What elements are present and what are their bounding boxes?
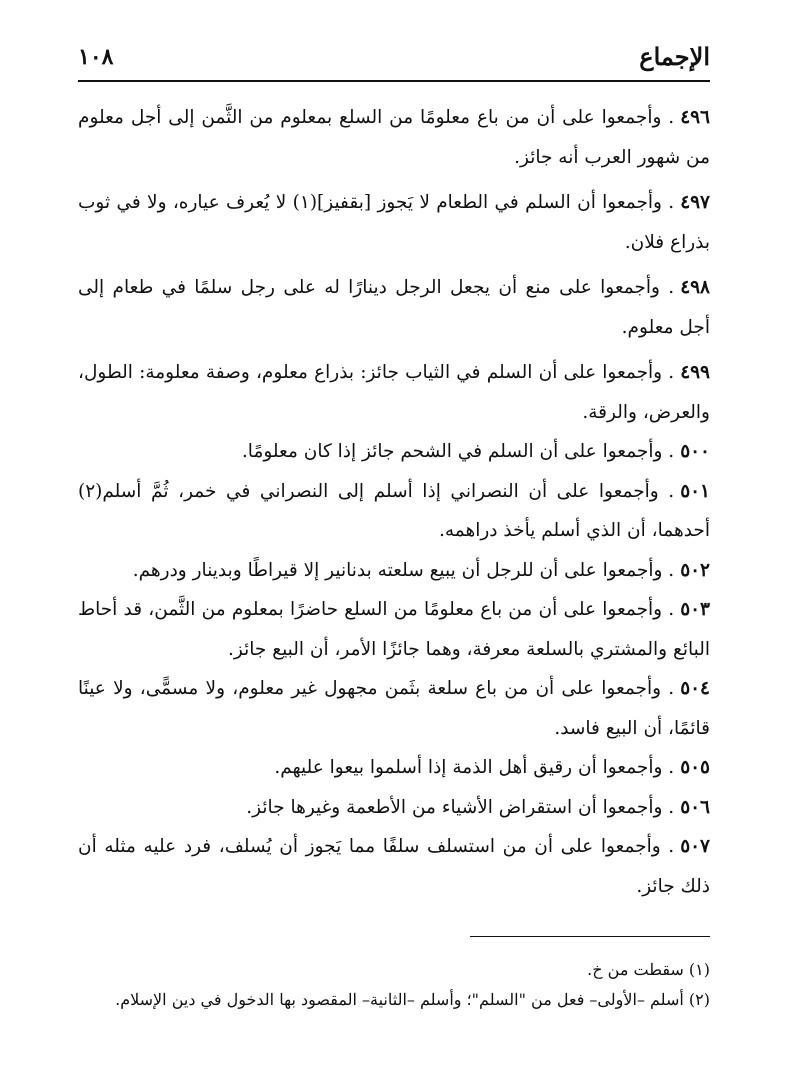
- paragraph-number: ٥٠٦: [680, 796, 710, 818]
- paragraph-506: [78, 788, 710, 828]
- paragraph-503: [78, 590, 710, 669]
- paragraph-500: [78, 432, 710, 472]
- footnote-1: (١) سقطت من خ.: [587, 960, 710, 979]
- paragraph-number: ٥٠١: [680, 480, 710, 502]
- paragraph-text: . وأجمعوا على أن النصراني إذا أسلم إلى النصراني في خمر، ثُمَّ أسلم(٢) أحدهما، أن الذي أسلم يأخذ دراهمه.: [78, 480, 710, 541]
- page-header: [78, 40, 710, 80]
- main-text: [78, 98, 710, 906]
- paragraph-507: [78, 827, 710, 906]
- paragraph-text: . وأجمعوا على أن من باع معلومًا من السلع حاضرًا بمعلوم من الثَّمن، قد أحاط البائع والمشتري بالسلعة معرفة، وهما جائزًا الأمر، أن البيع جائز.: [78, 599, 710, 660]
- header-rule: [78, 80, 710, 82]
- paragraph-number: ٤٩٩: [680, 362, 710, 383]
- paragraph-text: . وأجمعوا أن استقراض الأشياء من الأطعمة وغيرها جائز.: [246, 796, 675, 818]
- paragraph-number: ٥٠٠: [680, 441, 710, 462]
- paragraph-text: . وأجمعوا أن رقيق أهل الذمة إذا أسلموا بيعوا عليهم.: [274, 757, 675, 778]
- paragraph-text: . وأجمعوا على أن للرجل أن يبيع سلعته بدنانير إلا قيراطًا وبدينار ودرهم.: [132, 559, 675, 581]
- page-number: ١٠٨: [78, 44, 114, 70]
- paragraph-text: . وأجمعوا على أن السلم في الشحم جائز إذا كان معلومًا.: [241, 441, 675, 462]
- footnotes: [78, 955, 710, 1015]
- paragraph-text: . وأجمعوا على أن من استسلف سلفًا مما يَجوز أن يُسلف، فرد عليه مثله أن ذلك جائز.: [78, 836, 710, 897]
- paragraph-number: ٥٠٣: [680, 599, 710, 620]
- paragraph-number: ٤٩٨: [680, 277, 710, 298]
- paragraph-497: [78, 183, 710, 262]
- running-title: الإجماع: [639, 42, 710, 71]
- paragraph-number: ٥٠٤: [680, 678, 710, 699]
- paragraph-text: . وأجمعوا على منع أن يجعل الرجل دينارًا له على رجل سلمًا في طعام إلى أجل معلوم.: [78, 277, 710, 338]
- paragraph-number: ٥٠٥: [680, 757, 710, 778]
- paragraph-number: ٥٠٧: [680, 836, 710, 857]
- paragraph-505: [78, 748, 710, 788]
- paragraph-number: ٤٩٦: [680, 107, 710, 128]
- paragraph-text: . وأجمعوا على أن من باع معلومًا من السلع بمعلوم من الثَّمن إلى أجل معلوم من شهور العرب أنه جائز.: [78, 107, 710, 168]
- paragraph-number: ٤٩٧: [680, 192, 710, 213]
- footnote-2: (٢) أسلم –الأولى– فعل من "السلم"؛ وأسلم –الثانية– المقصود بها الدخول في دين الإسلام.: [115, 990, 710, 1009]
- paragraph-text: . وأجمعوا على أن السلم في الثياب جائز: بذراع معلوم، وصفة معلومة: الطول، والعرض، والرقة.: [78, 362, 710, 423]
- paragraph-504: [78, 669, 710, 748]
- footnote-rule: [470, 936, 710, 937]
- paragraph-text: . وأجمعوا على أن من باع سلعة بثَمن مجهول غير معلوم، ولا مسمًّى، ولا عينًا قائمًا، أن البيع فاسد.: [78, 678, 710, 739]
- paragraph-text: . وأجمعوا أن السلم في الطعام لا يَجوز [بقفيز](١) لا يُعرف عياره، ولا في ثوب بذراع فلان.: [78, 192, 710, 253]
- paragraph-499: [78, 353, 710, 432]
- paragraph-498: [78, 268, 710, 347]
- paragraph-number: ٥٠٢: [680, 559, 710, 581]
- paragraph-502: [78, 551, 710, 591]
- paragraph-496: [78, 98, 710, 177]
- paragraph-501: [78, 472, 710, 551]
